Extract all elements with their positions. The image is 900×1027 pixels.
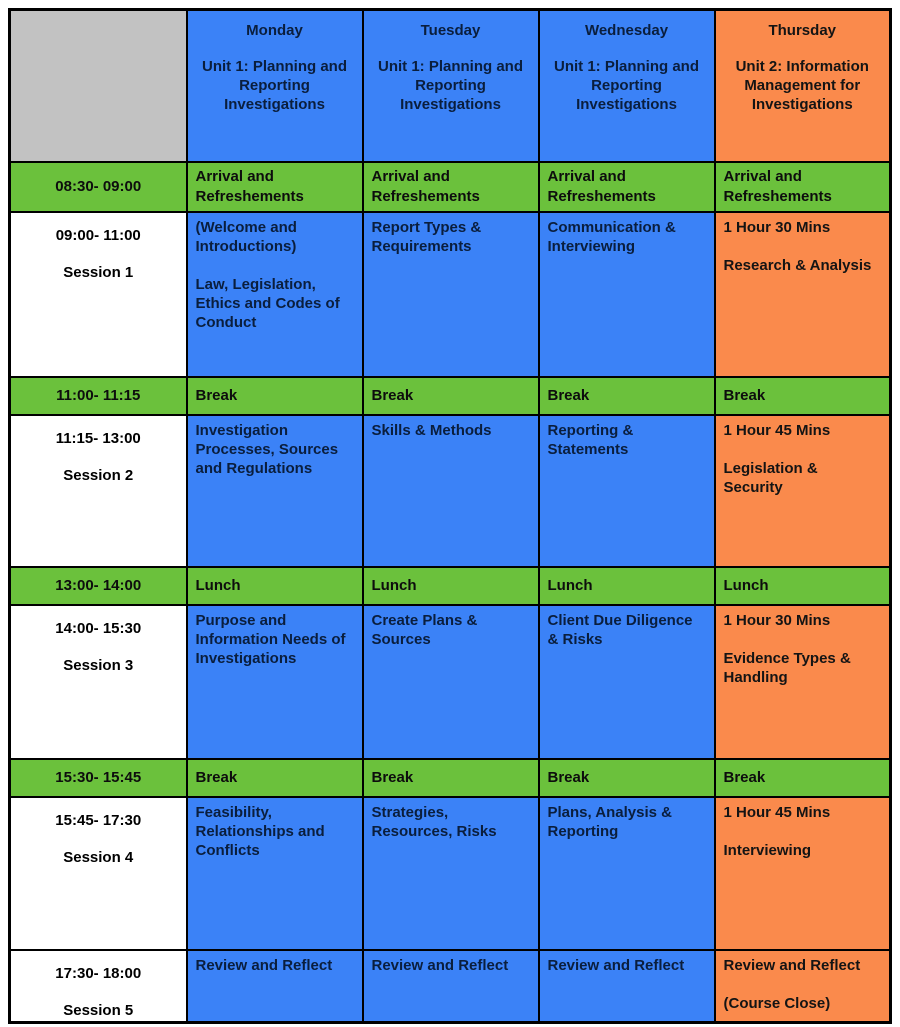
time-label: 14:00- 15:30 [55,619,142,637]
slot-monday: Review and Reflect [187,950,363,1023]
slot-thursday: 1 Hour 30 Mins Evidence Types & Handling [715,605,891,759]
session-row-3 [10,605,891,759]
band-row-arrival [10,162,891,212]
band-cell-monday: Break [187,759,363,797]
time-cell: 13:00- 14:00 [10,567,187,605]
time-cell: 15:30- 15:45 [10,759,187,797]
slot-monday: Purpose and Information Needs of Investigations [187,605,363,759]
session-label: Session 5 [63,1001,134,1019]
corner-cell [10,10,187,162]
unit-title: Unit 2: Information Management for Investigations [735,58,869,114]
band-cell-tuesday: Arrival and Refreshements [363,162,539,212]
time-cell: 11:00- 11:15 [10,377,187,415]
day-name: Monday [246,22,303,39]
band-cell-wednesday: Break [539,759,715,797]
time-label: 11:15- 13:00 [55,429,141,447]
day-name: Thursday [768,22,836,39]
session-label: Session 4 [63,848,134,866]
session-row-1 [10,212,891,377]
time-label: 09:00- 11:00 [55,226,141,244]
day-name: Wednesday [584,22,669,39]
slot-wednesday: Review and Reflect [539,950,715,1023]
slot-thursday: 1 Hour 30 Mins Research & Analysis [715,212,891,377]
band-cell-wednesday: Lunch [539,567,715,605]
slot-tuesday: Create Plans & Sources [363,605,539,759]
slot-thursday: 1 Hour 45 Mins Legislation & Security [715,415,891,567]
header-row [10,10,891,162]
band-cell-monday: Lunch [187,567,363,605]
time-cell [10,212,187,377]
band-cell-thursday: Break [715,759,891,797]
day-header-wednesday [539,10,715,162]
unit-title: Unit 1: Planning and Reporting Investigations [202,58,347,114]
day-header-thursday [715,10,891,162]
band-cell-thursday: Arrival and Refreshements [715,162,891,212]
slot-tuesday: Review and Reflect [363,950,539,1023]
session-label: Session 1 [63,263,134,281]
session-label: Session 3 [63,656,134,674]
session-row-5 [10,950,891,1023]
slot-monday: Investigation Processes, Sources and Regulations [187,415,363,567]
band-cell-monday: Arrival and Refreshements [187,162,363,212]
band-cell-thursday: Lunch [715,567,891,605]
slot-wednesday: Reporting & Statements [539,415,715,567]
session-row-2 [10,415,891,567]
session-label: Session 2 [63,466,134,484]
slot-monday: Feasibility, Relationships and Conflicts [187,797,363,950]
band-cell-thursday: Break [715,377,891,415]
slot-tuesday: Report Types & Requirements [363,212,539,377]
band-cell-tuesday: Break [363,759,539,797]
session-row-4 [10,797,891,950]
slot-wednesday: Client Due Diligence & Risks [539,605,715,759]
slot-tuesday: Skills & Methods [363,415,539,567]
time-cell [10,605,187,759]
day-name: Tuesday [420,22,481,39]
slot-thursday: Review and Reflect (Course Close) [715,950,891,1023]
day-header-tuesday [363,10,539,162]
time-cell: 08:30- 09:00 [10,162,187,212]
band-cell-wednesday: Break [539,377,715,415]
band-cell-tuesday: Lunch [363,567,539,605]
time-label: 15:45- 17:30 [55,811,142,829]
slot-monday: (Welcome and Introductions) Law, Legislation, Ethics and Codes of Conduct [187,212,363,377]
band-cell-wednesday: Arrival and Refreshements [539,162,715,212]
day-header-monday [187,10,363,162]
slot-tuesday: Strategies, Resources, Risks [363,797,539,950]
time-cell [10,797,187,950]
time-cell [10,950,187,1023]
band-row-lunch [10,567,891,605]
slot-wednesday: Plans, Analysis & Reporting [539,797,715,950]
band-cell-tuesday: Break [363,377,539,415]
band-row-break-2 [10,759,891,797]
band-row-break-1 [10,377,891,415]
course-timetable [8,8,892,1024]
band-cell-monday: Break [187,377,363,415]
unit-title: Unit 1: Planning and Reporting Investigations [378,58,523,114]
time-cell [10,415,187,567]
slot-wednesday: Communication & Interviewing [539,212,715,377]
time-label: 17:30- 18:00 [55,964,142,982]
slot-thursday: 1 Hour 45 Mins Interviewing [715,797,891,950]
unit-title: Unit 1: Planning and Reporting Investigations [554,58,699,114]
